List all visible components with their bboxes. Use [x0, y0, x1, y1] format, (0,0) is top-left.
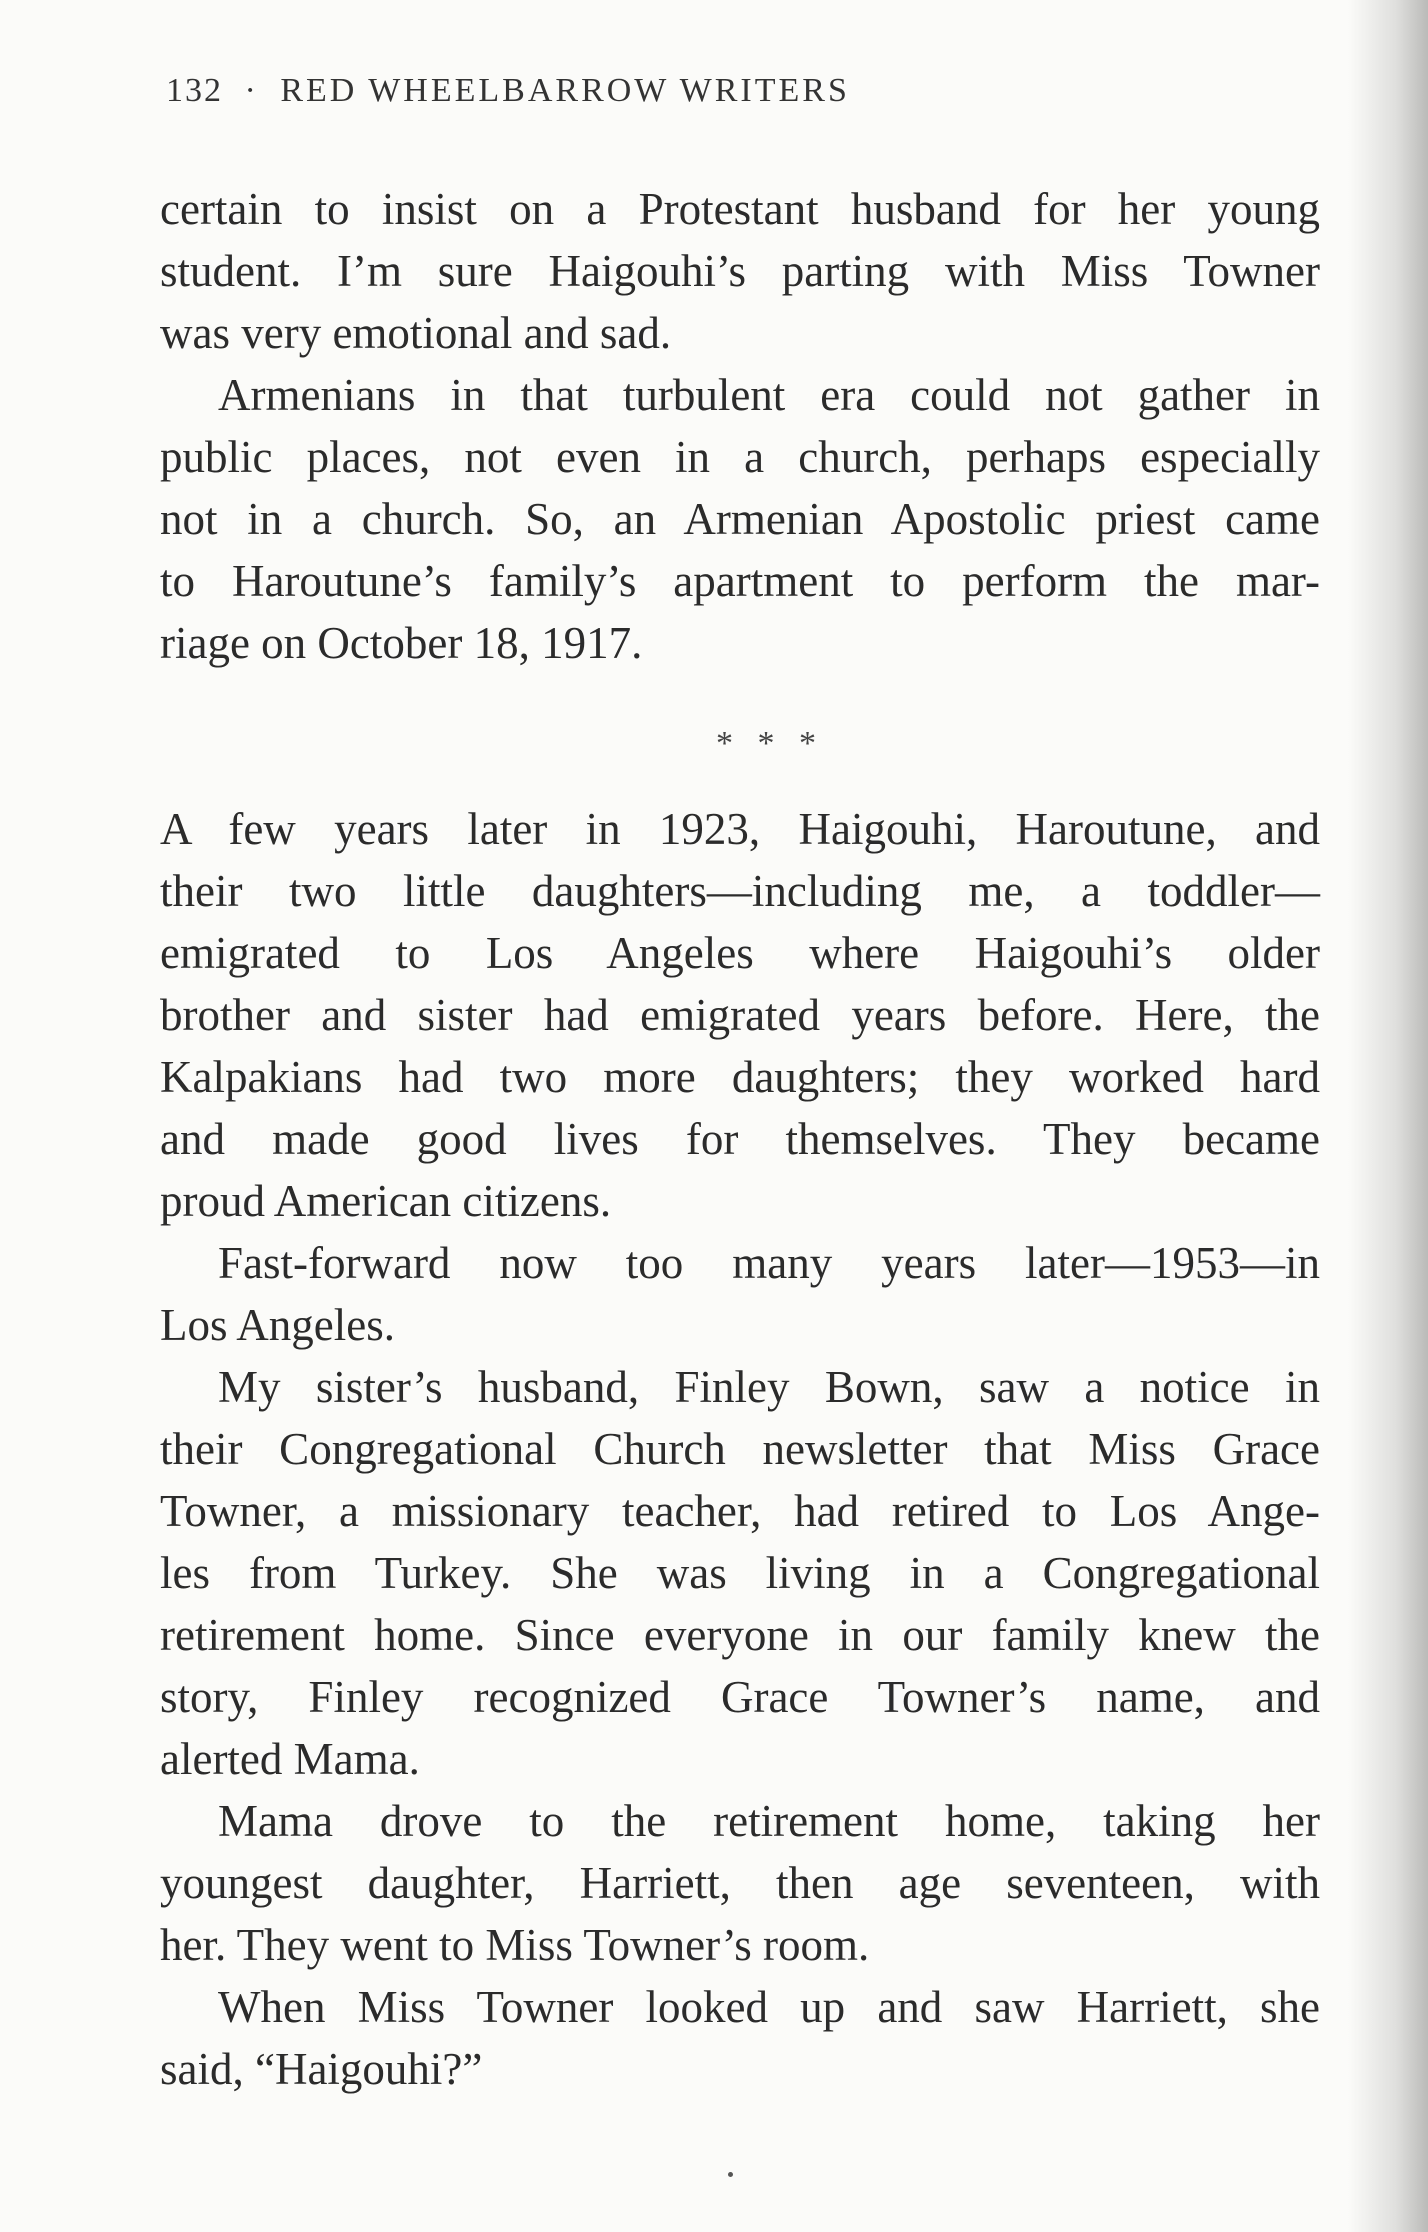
text-line: Towner, a missionary teacher, had retired to Los Ange-: [160, 1486, 1320, 1536]
paragraph: [160, 1356, 1320, 1790]
text-line: Fast-forward now too many years later—1953—in: [218, 1238, 1320, 1288]
paragraph: [160, 798, 1320, 1232]
running-title: RED WHEELBARROW WRITERS: [280, 72, 850, 109]
text-line: and made good lives for themselves. They became: [160, 1114, 1320, 1164]
text-line: was very emotional and sad.: [160, 308, 672, 358]
body-text: [160, 178, 1320, 2100]
text-line: A few years later in 1923, Haigouhi, Haroutune, and: [160, 804, 1320, 854]
paragraph: [160, 364, 1320, 674]
text-line: her. They went to Miss Towner’s room.: [160, 1920, 870, 1970]
text-line: student. I’m sure Haigouhi’s parting with Miss Towner: [160, 246, 1320, 296]
text-line: their two little daughters—including me, a toddler—: [160, 866, 1320, 916]
paragraph: [160, 178, 1320, 364]
text-line: brother and sister had emigrated years before. Here, the: [160, 990, 1320, 1040]
text-line: said, “Haigouhi?”: [160, 2044, 483, 2094]
text-line: certain to insist on a Protestant husband for her young: [160, 184, 1320, 234]
section-break: * * *: [716, 725, 824, 762]
text-line: emigrated to Los Angeles where Haigouhi’s older: [160, 928, 1320, 978]
text-line: When Miss Towner looked up and saw Harriett, she: [218, 1982, 1320, 2032]
text-line: public places, not even in a church, perhaps especially: [160, 432, 1320, 482]
text-line: proud American citizens.: [160, 1176, 612, 1226]
text-line: not in a church. So, an Armenian Apostolic priest came: [160, 494, 1320, 544]
text-line: story, Finley recognized Grace Towner’s name, and: [160, 1672, 1320, 1722]
text-line: alerted Mama.: [160, 1734, 420, 1784]
text-line: Armenians in that turbulent era could not gather in: [218, 370, 1320, 420]
text-line: to Haroutune’s family’s apartment to perform the mar-: [160, 556, 1320, 606]
page-number: 132: [166, 72, 223, 109]
text-line: their Congregational Church newsletter that Miss Grace: [160, 1424, 1320, 1474]
text-line: riage on October 18, 1917.: [160, 618, 643, 668]
text-line: les from Turkey. She was living in a Congregational: [160, 1548, 1320, 1598]
header-separator: ·: [244, 72, 259, 109]
text-line: Mama drove to the retirement home, taking her: [218, 1796, 1320, 1846]
paragraph: [160, 1232, 1320, 1356]
paper-speck: [728, 2172, 733, 2177]
paragraph: [160, 1790, 1320, 1976]
text-line: Kalpakians had two more daughters; they worked hard: [160, 1052, 1320, 1102]
text-line: youngest daughter, Harriett, then age seventeen, with: [160, 1858, 1320, 1908]
running-head: [166, 72, 850, 110]
text-line: Los Angeles.: [160, 1300, 395, 1350]
page-edge-shadow: [1348, 0, 1428, 2232]
text-line: My sister’s husband, Finley Bown, saw a notice in: [218, 1362, 1320, 1412]
text-line: retirement home. Since everyone in our family knew the: [160, 1610, 1320, 1660]
paragraph: [160, 1976, 1320, 2100]
